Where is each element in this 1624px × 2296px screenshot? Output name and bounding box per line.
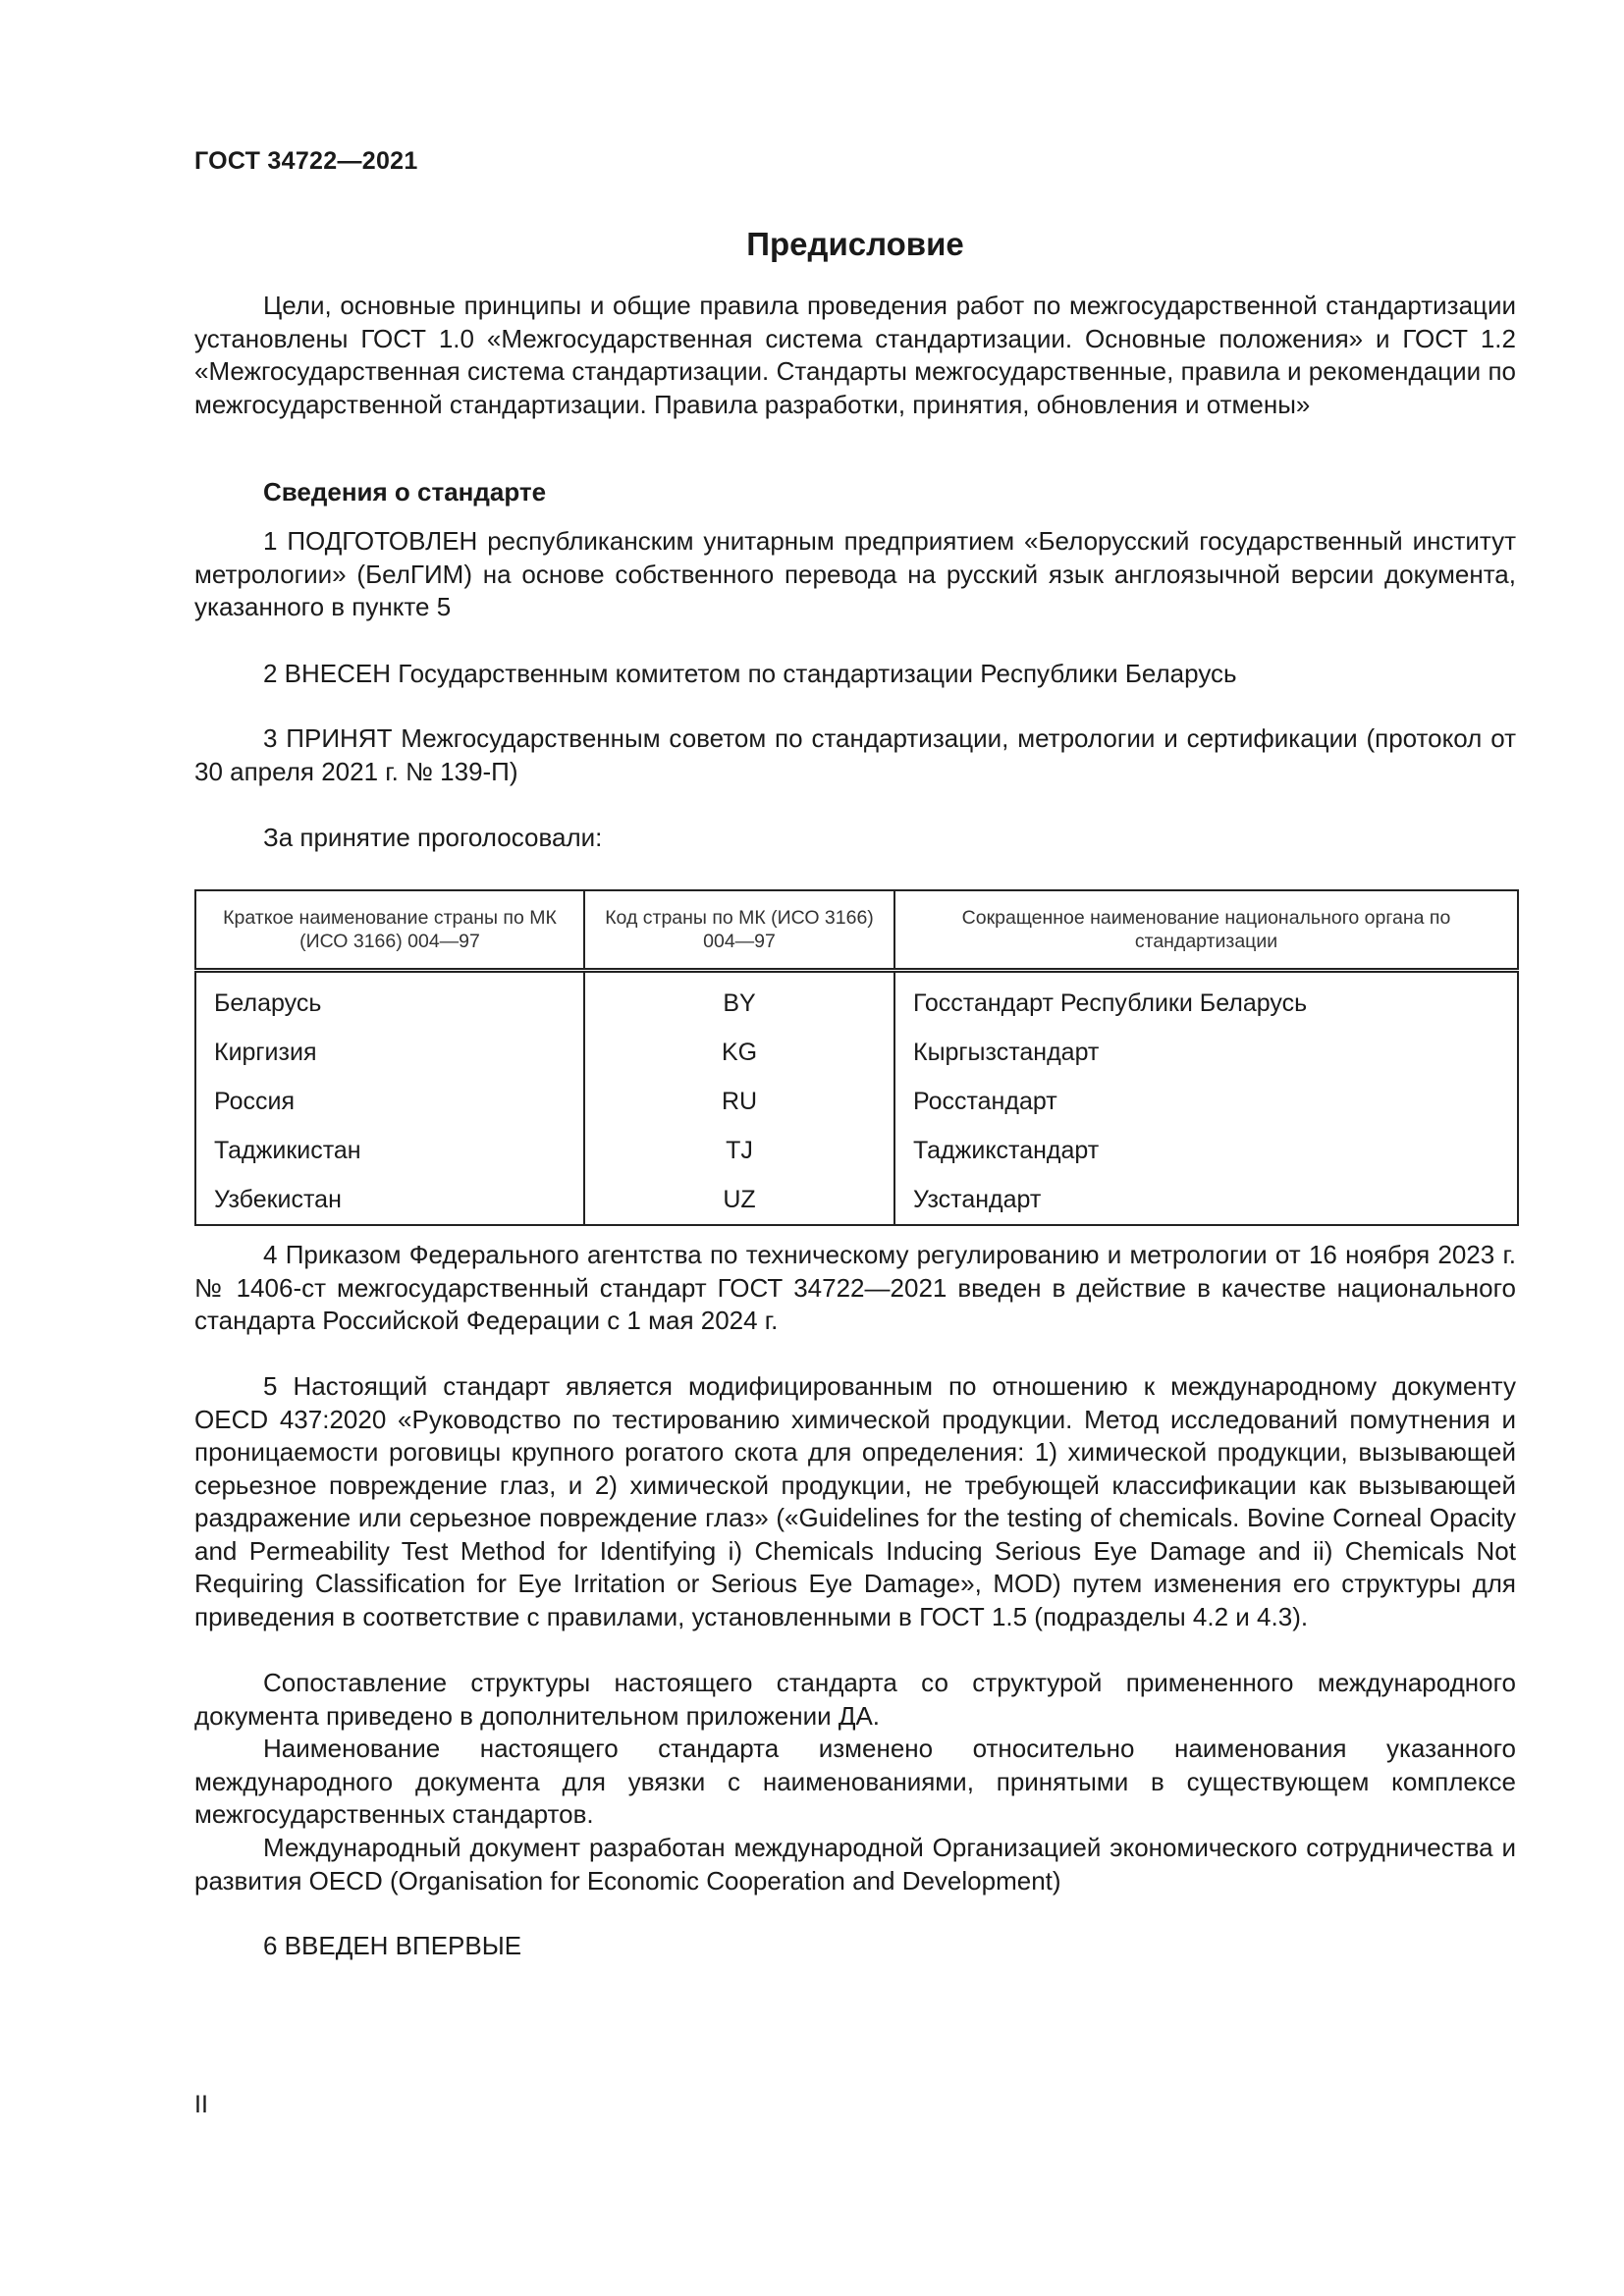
- item-5-structure-note: Сопоставление структуры настоящего стандарта со структурой примененного международного документа приведено в дополнительном приложении ДА.: [194, 1668, 1516, 1731]
- table-row: [195, 1126, 1518, 1175]
- table-row: [195, 1028, 1518, 1077]
- standards-body: Госстандарт Республики Беларусь: [894, 971, 1518, 1029]
- item-5-oecd-note: Международный документ разработан международной Организацией экономического сотрудничества и развития OECD (Organisation for Economic Cooperation and Development): [194, 1833, 1516, 1896]
- header-country-code: Код страны по МК (ИСО 3166) 004—97: [584, 890, 894, 971]
- country-name: Киргизия: [195, 1028, 584, 1077]
- country-code: UZ: [584, 1175, 894, 1225]
- intro-paragraph: Цели, основные принципы и общие правила проведения работ по межгосударственной стандартизации установлены ГОСТ 1.0 «Межгосударственная система стандартизации. Основные положения» и ГОСТ 1.2 «Межгосударственная система стандартизации. Стандарты межгосударственные, правила и рекомендации по межгосударственной стандартизации. Правила разработки, принятия, обновления и отмены»: [194, 291, 1516, 419]
- item-5-title-note: Наименование настоящего стандарта изменено относительно наименования указанного международного документа для увязки с наименованиями, принятыми в существующем комплексе межгосударственных стандартов.: [194, 1734, 1516, 1829]
- country-name: Беларусь: [195, 971, 584, 1029]
- country-code: TJ: [584, 1126, 894, 1175]
- page-number: II: [194, 2091, 208, 2118]
- header-standards-body: Сокращенное наименование национального органа по стандартизации: [894, 890, 1518, 971]
- item-2-paragraph: 2 ВНЕСЕН Государственным комитетом по стандартизации Республики Беларусь: [263, 659, 1237, 688]
- voting-table: [194, 889, 1519, 1226]
- item-1-paragraph: 1 ПОДГОТОВЛЕН республиканским унитарным предприятием «Белорусский государственный институт метрологии» (БелГИМ) на основе собственного перевода на русский язык англоязычной версии документа, указанного в пункте 5: [194, 526, 1516, 621]
- item-4-paragraph: 4 Приказом Федерального агентства по техническому регулированию и метрологии от 16 ноября 2023 г. № 1406-ст межгосударственный стандарт ГОСТ 34722—2021 введен в действие в качестве национального стандарта Российской Федерации с 1 мая 2024 г.: [194, 1240, 1516, 1335]
- standard-code: ГОСТ 34722—2021: [194, 147, 418, 175]
- country-code: BY: [584, 971, 894, 1029]
- standards-body: Узстандарт: [894, 1175, 1518, 1225]
- country-name: Узбекистан: [195, 1175, 584, 1225]
- item-6-paragraph: 6 ВВЕДЕН ВПЕРВЫЕ: [263, 1931, 522, 1960]
- item-3-paragraph: 3 ПРИНЯТ Межгосударственным советом по стандартизации, метрологии и сертификации (протокол от 30 апреля 2021 г. № 139-П): [194, 723, 1516, 786]
- table-row: [195, 1175, 1518, 1225]
- votes-intro: За принятие проголосовали:: [263, 823, 603, 852]
- standards-body: Росстандарт: [894, 1077, 1518, 1126]
- country-code: KG: [584, 1028, 894, 1077]
- country-code: RU: [584, 1077, 894, 1126]
- table-row: [195, 971, 1518, 1029]
- table-header-row: [195, 890, 1518, 971]
- standards-body: Кыргызстандарт: [894, 1028, 1518, 1077]
- standards-body: Таджикстандарт: [894, 1126, 1518, 1175]
- country-name: Таджикистан: [195, 1126, 584, 1175]
- header-country-name: Краткое наименование страны по МК (ИСО 3166) 004—97: [195, 890, 584, 971]
- page-title: Предисловие: [746, 226, 964, 262]
- section-subheading: Сведения о стандарте: [263, 477, 547, 507]
- table-row: [195, 1077, 1518, 1126]
- item-5-paragraph: 5 Настоящий стандарт является модифицированным по отношению к международному документу OECD 437:2020 «Руководство по тестированию химической продукции. Метод исследований помутнения и проницаемости роговицы крупного рогатого скота для определения: 1) химической продукции, вызывающей серьезное повреждение глаз, и 2) химической продукции, не требующей классификации как вызывающей раздражение или серьезное повреждение глаз» («Guidelines for the testing of chemicals. Bovine Corneal Opacity and Permeability Test Method for Identifying i) Chemicals Inducing Serious Eye Damage and ii) Chemicals Not Requiring Classification for Eye Irritation or Serious Eye Damage», MOD) путем изменения его структуры для приведения в соответствие с правилами, установленными в ГОСТ 1.5 (подразделы 4.2 и 4.3).: [194, 1371, 1516, 1631]
- country-name: Россия: [195, 1077, 584, 1126]
